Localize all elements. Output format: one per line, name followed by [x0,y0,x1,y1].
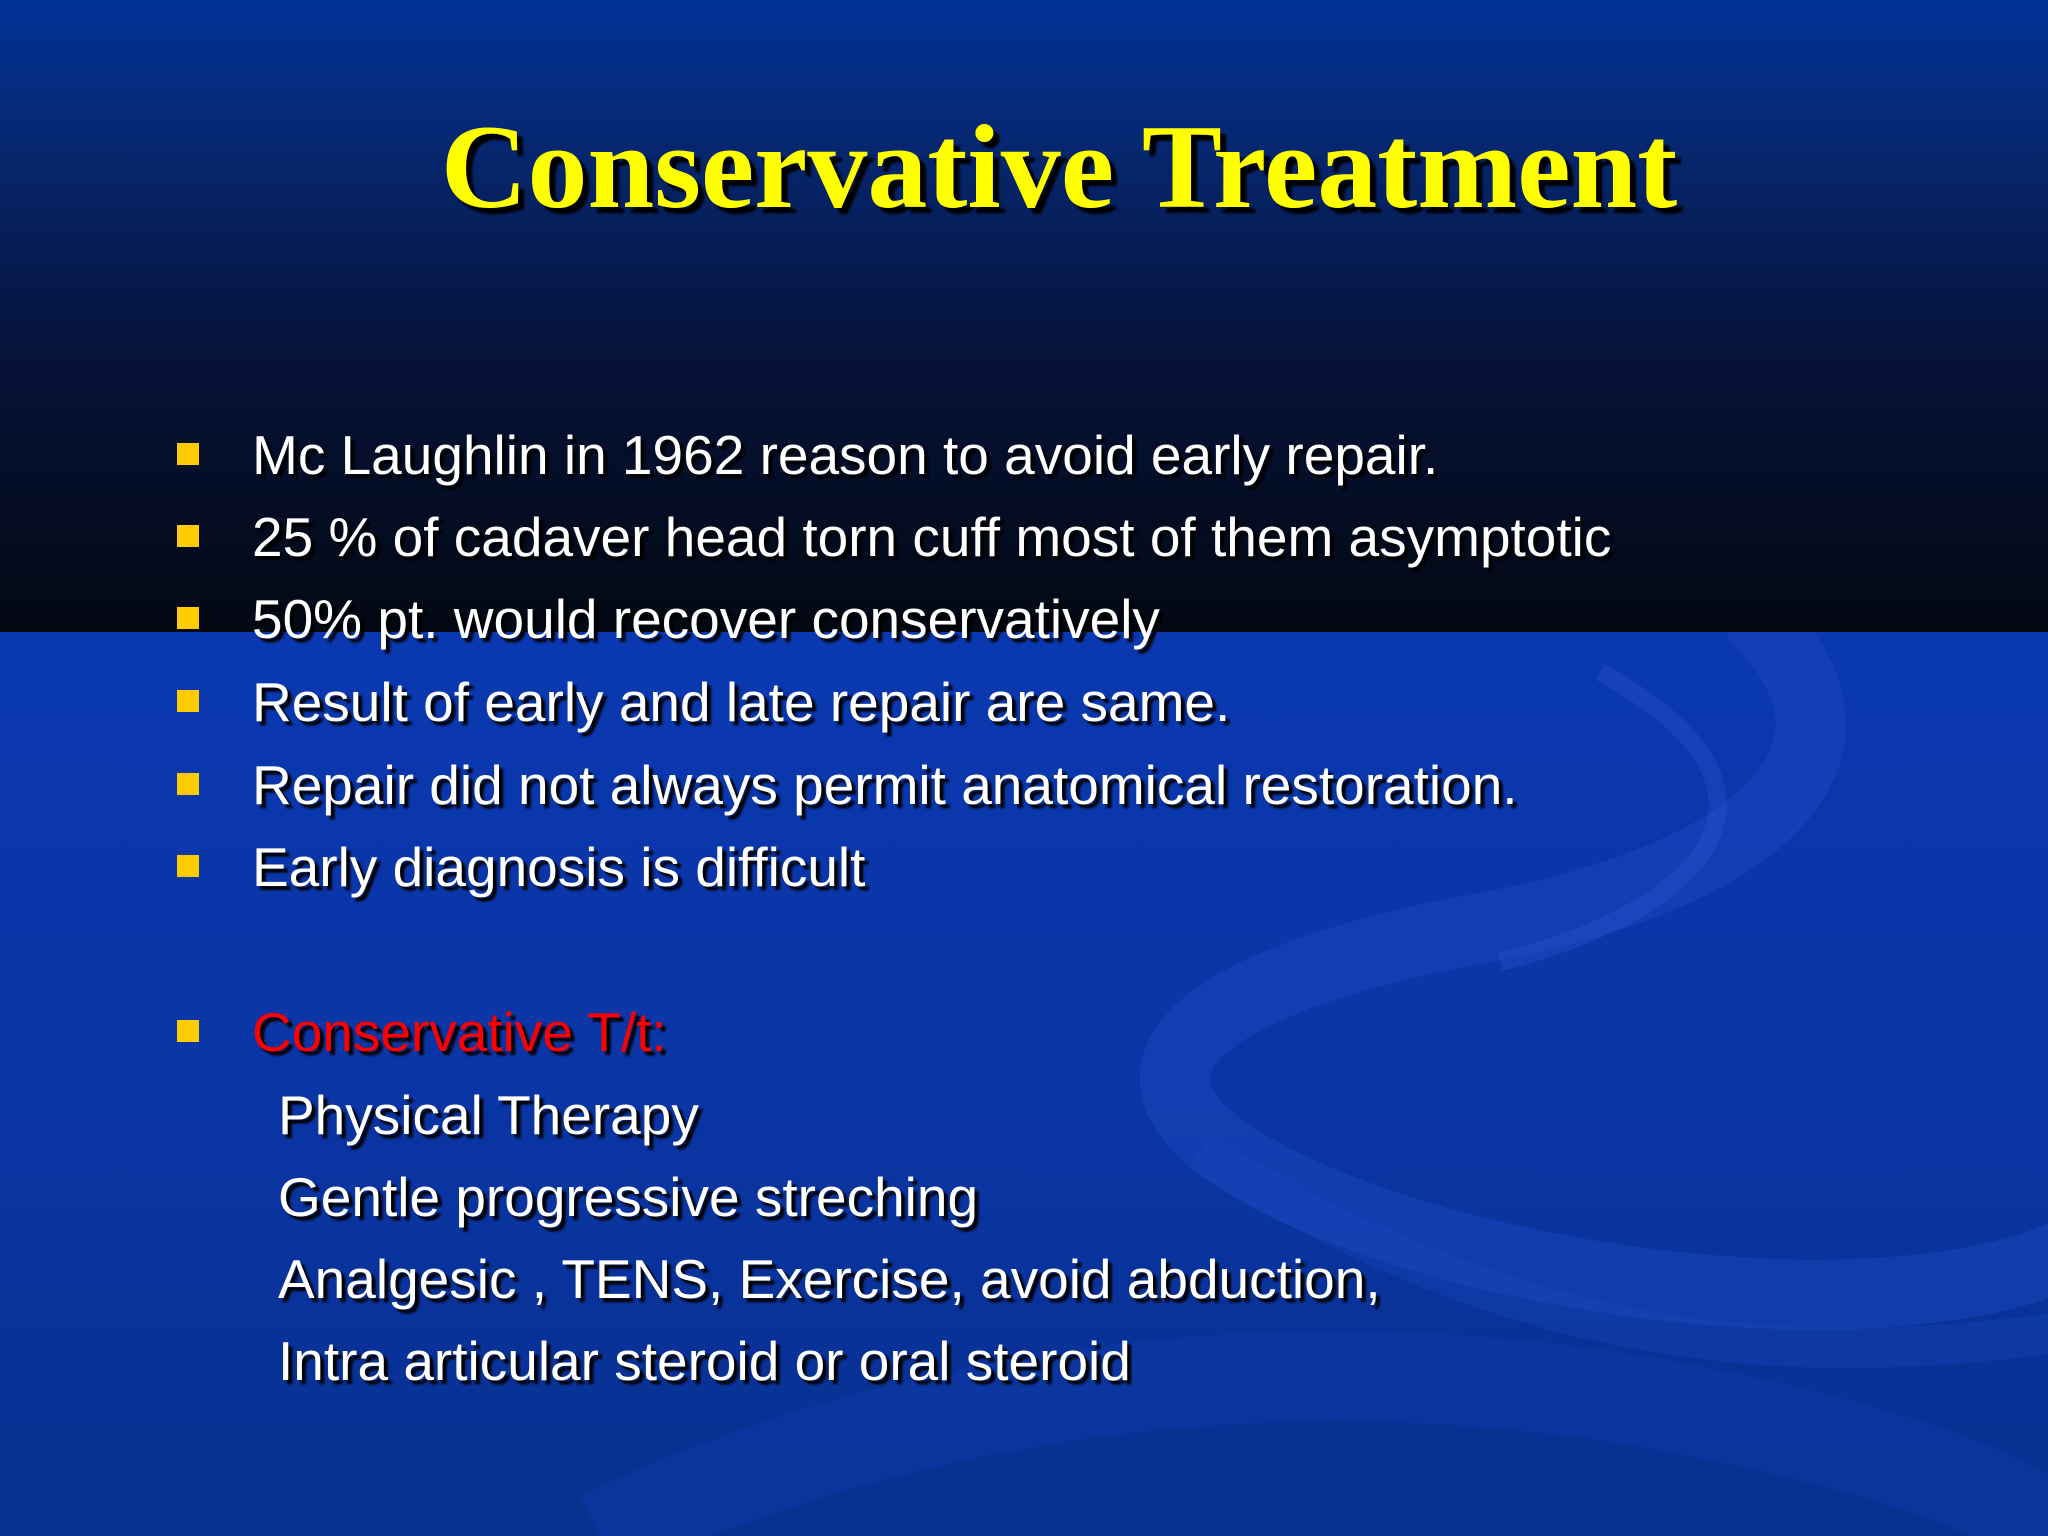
bullet-text: Early diagnosis is difficult [252,836,866,898]
bullet-text: Mc Laughlin in 1962 reason to avoid early repair. [252,424,1439,486]
treatment-heading-item [0,991,2048,1073]
bullet-item [0,414,2048,496]
treatment-item [0,1320,2048,1402]
bullet-item [0,496,2048,578]
bullet-text: Repair did not always permit anatomical restoration. [252,754,1518,816]
square-bullet-icon [177,1020,199,1042]
square-bullet-icon [177,855,199,877]
treatment-item [0,1074,2048,1156]
bullet-item [0,578,2048,660]
treatment-text: Analgesic , TENS, Exercise, avoid abduction, [278,1248,1381,1310]
bullet-item [0,661,2048,743]
bullet-item [0,826,2048,908]
treatment-item [0,1156,2048,1238]
bullet-text: 50% pt. would recover conservatively [252,588,1160,650]
square-bullet-icon [177,773,199,795]
bullet-item [0,744,2048,826]
square-bullet-icon [177,607,199,629]
square-bullet-icon [177,525,199,547]
bullet-text: Result of early and late repair are same. [252,671,1231,733]
slide-title: Conservative Treatment [440,100,1678,233]
square-bullet-icon [177,690,199,712]
treatment-text: Gentle progressive streching [278,1166,979,1228]
square-bullet-icon [177,443,199,465]
treatment-text: Intra articular steroid or oral steroid [278,1330,1131,1392]
treatment-heading: Conservative T/t: [252,1001,667,1063]
treatment-text: Physical Therapy [278,1084,699,1146]
bullet-text: 25 % of cadaver head torn cuff most of them asymptotic [252,506,1612,568]
treatment-item [0,1238,2048,1320]
